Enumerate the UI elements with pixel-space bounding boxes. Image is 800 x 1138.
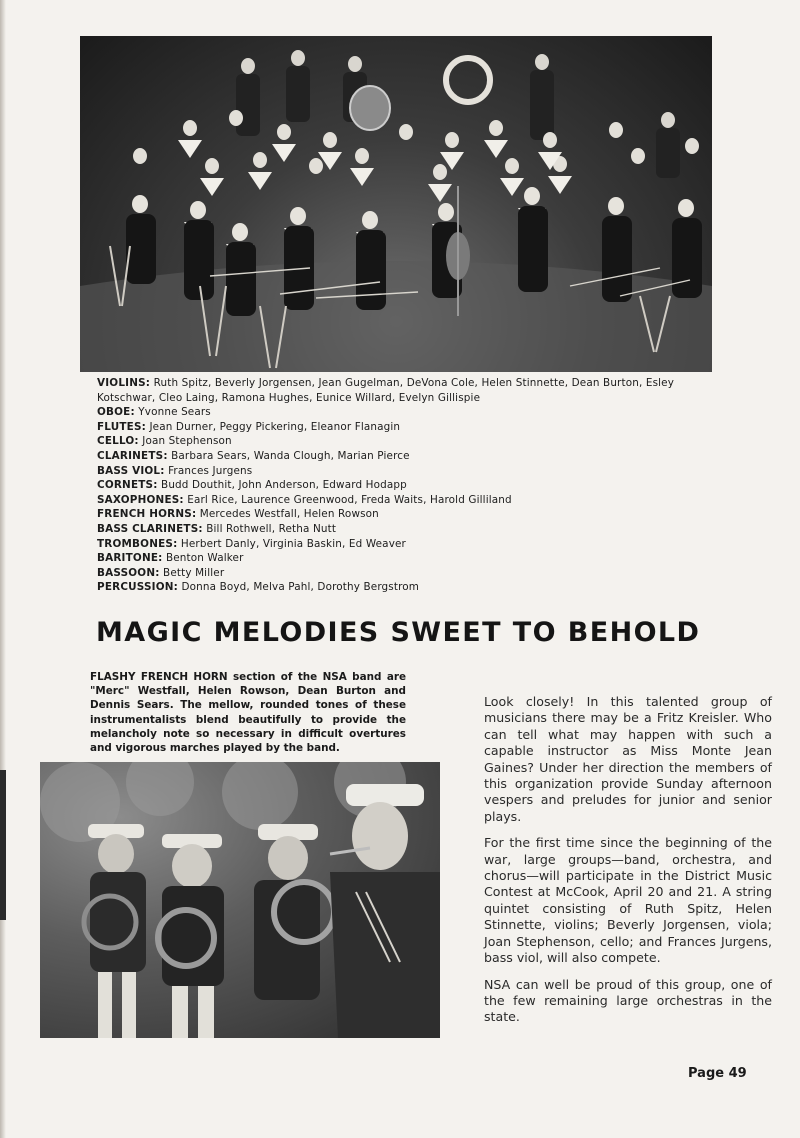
roster-row-cello: CELLO: Joan Stephenson <box>97 435 232 448</box>
roster-row-clarinets: CLARINETS: Barbara Sears, Wanda Clough, Marian Pierce <box>97 449 410 462</box>
roster-row-flutes: FLUTES: Jean Durner, Peggy Pickering, Eleanor Flanagin <box>97 420 401 433</box>
french-horn-photo <box>40 762 440 1038</box>
roster-row-violins: VIOLINS: Ruth Spitz, Beverly Jorgensen, Jean Gugelman, DeVona Cole, Helen Stinnette, Dean Burton, Esley Kotschwar, Cleo Laing, Ramona Hughes, Eunice Willard, Evelyn Gillispie <box>97 377 675 404</box>
roster-row-bass-viol: BASS VIOL: Frances Jurgens <box>97 464 253 477</box>
page-number: Page 49 <box>688 1066 747 1081</box>
roster-row-french-horns: FRENCH HORNS: Mercedes Westfall, Helen Rowson <box>97 508 379 521</box>
binding-shadow <box>0 770 6 920</box>
article-body <box>484 694 772 1036</box>
photo-caption: FLASHY FRENCH HORN section of the NSA band are "Merc" Westfall, Helen Rowson, Dean Burton and Dennis Sears. The mellow, rounded tones of these instrumentalists blend beautifully to provide the melancholy note so necessary in difficult overtures and vigorous marches played by the band. <box>90 671 406 755</box>
roster-row-oboe: OBOE: Yvonne Sears <box>97 406 211 419</box>
body-paragraph-3: NSA can well be proud of this group, one of the few remaining large orchestras in the state. <box>484 976 772 1025</box>
body-paragraph-2: For the first time since the beginning of the war, large groups—band, orchestra, and chorus—will participate in the District Music Contest at McCook, April 20 and 21. A string quintet consisting of Ruth Spitz, Helen Stinnette, violins; Beverly Jorgensen, viola; Joan Stephenson, cello; and Frances Jurgens, bass viol, will also compete. <box>484 835 772 966</box>
roster-row-baritone: BARITONE: Benton Walker <box>97 552 244 565</box>
roster-row-saxophones: SAXOPHONES: Earl Rice, Laurence Greenwood, Freda Waits, Harold Gilliland <box>97 493 512 506</box>
roster-row-percussion: PERCUSSION: Donna Boyd, Melva Pahl, Dorothy Bergstrom <box>97 581 420 594</box>
roster-row-cornets: CORNETS: Budd Douthit, John Anderson, Edward Hodapp <box>97 479 407 492</box>
page-edge <box>0 0 6 1138</box>
roster-row-bassoon: BASSOON: Betty Miller <box>97 566 225 579</box>
orchestra-photo <box>80 36 712 372</box>
roster-row-bass-clarinets: BASS CLARINETS: Bill Rothwell, Retha Nutt <box>97 522 337 535</box>
page-headline: MAGIC MELODIES SWEET TO BEHOLD <box>96 617 701 648</box>
roster-row-trombones: TROMBONES: Herbert Danly, Virginia Baskin, Ed Weaver <box>97 537 406 550</box>
instrument-roster <box>97 376 709 595</box>
body-paragraph-1: Look closely! In this talented group of musicians there may be a Fritz Kreisler. Who can tell what may happen with such a capable instructor as Miss Monte Jean Gaines? Under her direction the members of this organization provide Sunday afternoon vespers and preludes for junior and senior plays. <box>484 694 772 824</box>
